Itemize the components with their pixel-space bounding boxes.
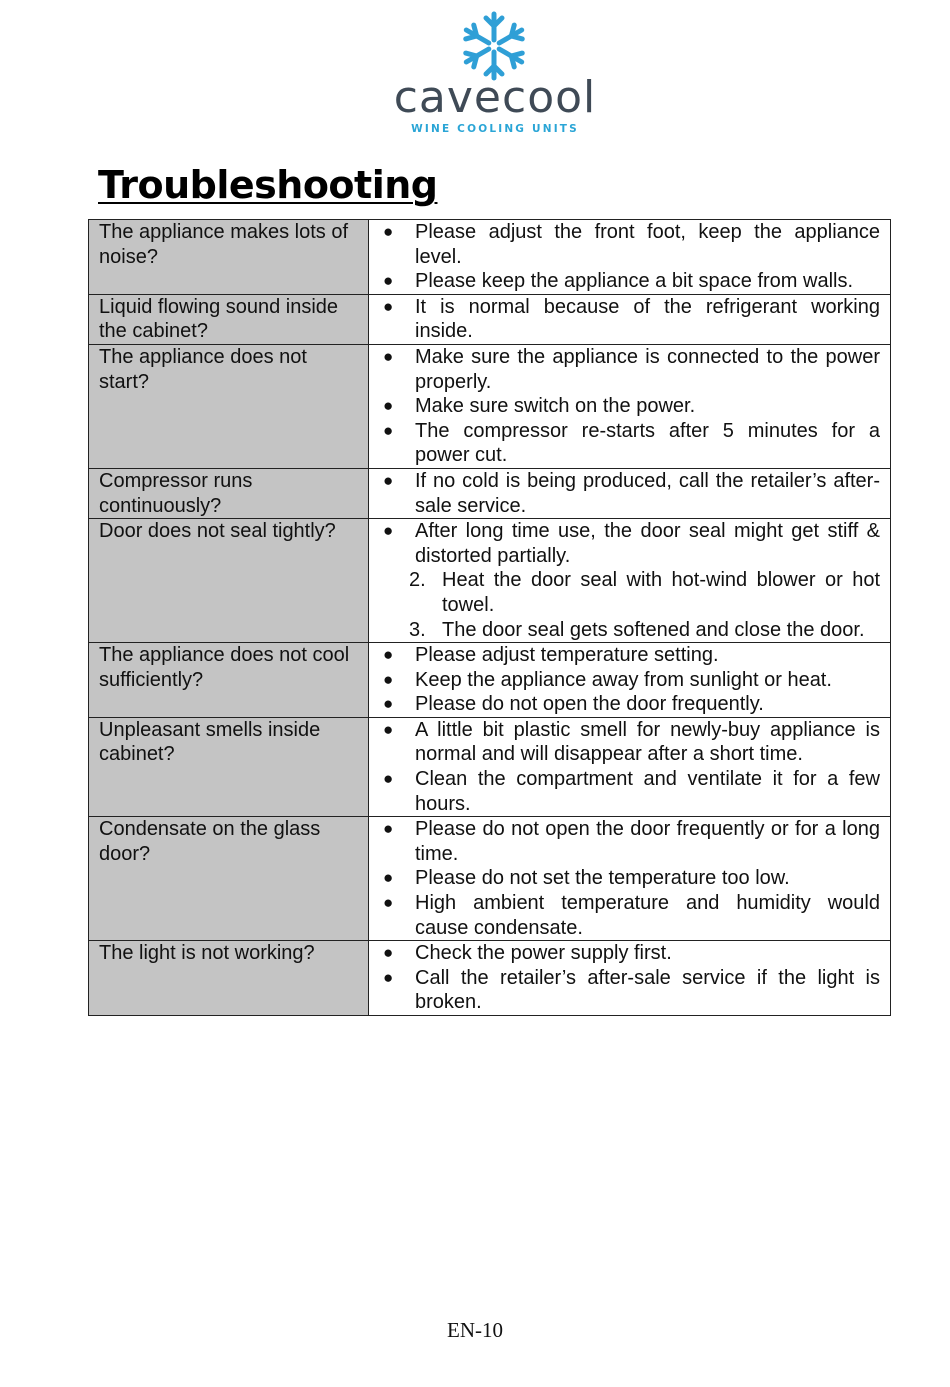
table-row [89,941,891,1016]
solution-cell [369,817,891,941]
solution-cell [369,643,891,718]
troubleshooting-table [88,219,891,1016]
table-row [89,344,891,468]
problem-cell: Unpleasant smells inside cabinet? [89,717,369,816]
step-text: The door seal gets softened and close the door. [442,618,865,641]
problem-cell: Liquid flowing sound inside the cabinet? [89,294,369,344]
solution-item: ● Please keep the appliance a bit space from walls. [375,269,880,294]
brand-tagline: WINE COOLING UNITS [411,123,579,135]
table-row [89,519,891,643]
solution-item: ● Check the power supply first. [375,941,880,966]
solution-item: ● The compressor re-starts after 5 minutes for a power cut. [375,419,880,468]
solution-item: ● Keep the appliance away from sunlight or heat. [375,668,880,693]
page-title: Troubleshooting [98,163,438,207]
numbered-step [375,568,880,617]
table-row [89,817,891,941]
solution-item: ● Please do not set the temperature too low. [375,866,880,891]
solution-cell [369,941,891,1016]
problem-cell: Condensate on the glass door? [89,817,369,941]
problem-cell: The appliance does not cool sufficiently? [89,643,369,718]
solution-cell [369,294,891,344]
solution-item: ● Please do not open the door frequently or for a long time. [375,817,880,866]
solution-item: ● If no cold is being produced, call the retailer’s after-sale service. [375,469,880,518]
solution-cell [369,468,891,518]
step-number: 2. [409,569,426,592]
solution-item: ● Make sure switch on the power. [375,394,880,419]
solution-item: ● Please adjust the front foot, keep the appliance level. [375,220,880,269]
page-number: EN-10 [447,1318,503,1342]
solution-item: ● Clean the compartment and ventilate it for a few hours. [375,767,880,816]
solution-item: ● Please adjust temperature setting. [375,643,880,668]
solution-cell [369,717,891,816]
step-number: 3. [409,618,426,641]
solution-item: ● Make sure the appliance is connected to the power properly. [375,345,880,394]
problem-cell: The light is not working? [89,941,369,1016]
solution-cell [369,220,891,295]
problem-cell: Compressor runs continuously? [89,468,369,518]
table-row [89,717,891,816]
table-row [89,220,891,295]
table-row [89,294,891,344]
solution-cell [369,519,891,643]
problem-cell: The appliance makes lots of noise? [89,220,369,295]
brand-logo [360,6,630,134]
solution-item: ● It is normal because of the refrigerant working inside. [375,295,880,344]
solution-item: ● Call the retailer’s after-sale service if the light is broken. [375,966,880,1015]
solution-item: ● A little bit plastic smell for newly-buy appliance is normal and will disappear after a short time. [375,718,880,767]
problem-cell: The appliance does not start? [89,344,369,468]
numbered-step [375,618,880,643]
solution-cell [369,344,891,468]
solution-item: ● Please do not open the door frequently. [375,692,880,717]
table-row [89,468,891,518]
solution-item: ● High ambient temperature and humidity would cause condensate. [375,891,880,940]
step-text: Heat the door seal with hot-wind blower or hot towel. [442,569,880,616]
brand-name: cavecool [393,72,597,123]
solution-item: ● After long time use, the door seal might get stiff & distorted partially. [375,519,880,568]
table-row [89,643,891,718]
problem-cell: Door does not seal tightly? [89,519,369,643]
